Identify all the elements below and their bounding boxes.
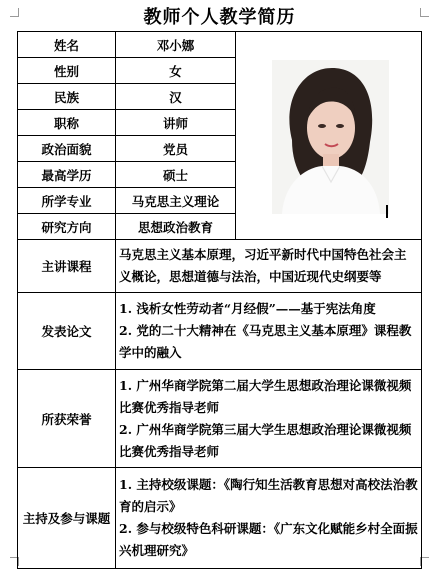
list-item: 2. 广州华商学院第三届大学生思想政治理论课微视频比赛优秀指导老师 [119, 421, 412, 459]
photo-cell [236, 32, 422, 240]
honors-cell[interactable] [116, 370, 422, 468]
list-item: 1. 广州华商学院第二届大学生思想政治理论课微视频比赛优秀指导老师 [119, 377, 412, 415]
field-value[interactable]: 硕士 [116, 162, 236, 188]
field-value[interactable]: 讲师 [116, 110, 236, 136]
section-label: 所获荣誉 [18, 370, 116, 468]
field-label: 所学专业 [18, 188, 116, 214]
section-label: 主讲课程 [18, 240, 116, 293]
list-item: 2. 参与校级特色科研课题：《广东文化赋能乡村全面振兴机理研究》 [119, 521, 418, 558]
field-label: 研究方向 [18, 214, 116, 240]
section-label: 主持及参与课题 [18, 468, 116, 569]
field-label: 职称 [18, 110, 116, 136]
field-value[interactable]: 思想政治教育 [116, 214, 236, 240]
list-item: 1. 主持校级课题：《陶行知生活教育思想对高校法治教育的启示》 [119, 477, 418, 514]
table-row [18, 293, 422, 370]
field-value[interactable]: 邓小娜 [116, 32, 236, 58]
papers-cell[interactable] [116, 293, 422, 370]
field-label: 政治面貌 [18, 136, 116, 162]
document-title: 教师个人教学简历 [143, 7, 296, 28]
table-row [18, 370, 422, 468]
list-item: 2. 党的二十大精神在《马克思主义基本原理》课程教学中的融入 [119, 323, 412, 360]
portrait-photo[interactable] [272, 60, 389, 214]
section-label: 发表论文 [18, 293, 116, 370]
table-row [18, 240, 422, 293]
table-row [18, 32, 422, 58]
projects-cell[interactable] [116, 468, 422, 569]
field-label: 民族 [18, 84, 116, 110]
resume-table [17, 31, 422, 569]
courses-text[interactable]: 马克思主义基本原理，习近平新时代中国特色社会主义概论，思想道德与法治，中国近现代史纲要等 [116, 240, 422, 293]
text-cursor-mark [386, 205, 388, 218]
field-value[interactable]: 马克思主义理论 [116, 188, 236, 214]
list-item: 1. 浅析女性劳动者“月经假”——基于宪法角度 [119, 301, 376, 316]
table-row [18, 468, 422, 569]
field-value[interactable]: 党员 [116, 136, 236, 162]
field-label: 最高学历 [18, 162, 116, 188]
field-value[interactable]: 女 [116, 58, 236, 84]
field-value[interactable]: 汉 [116, 84, 236, 110]
field-label: 性别 [18, 58, 116, 84]
field-label: 姓名 [18, 32, 116, 58]
